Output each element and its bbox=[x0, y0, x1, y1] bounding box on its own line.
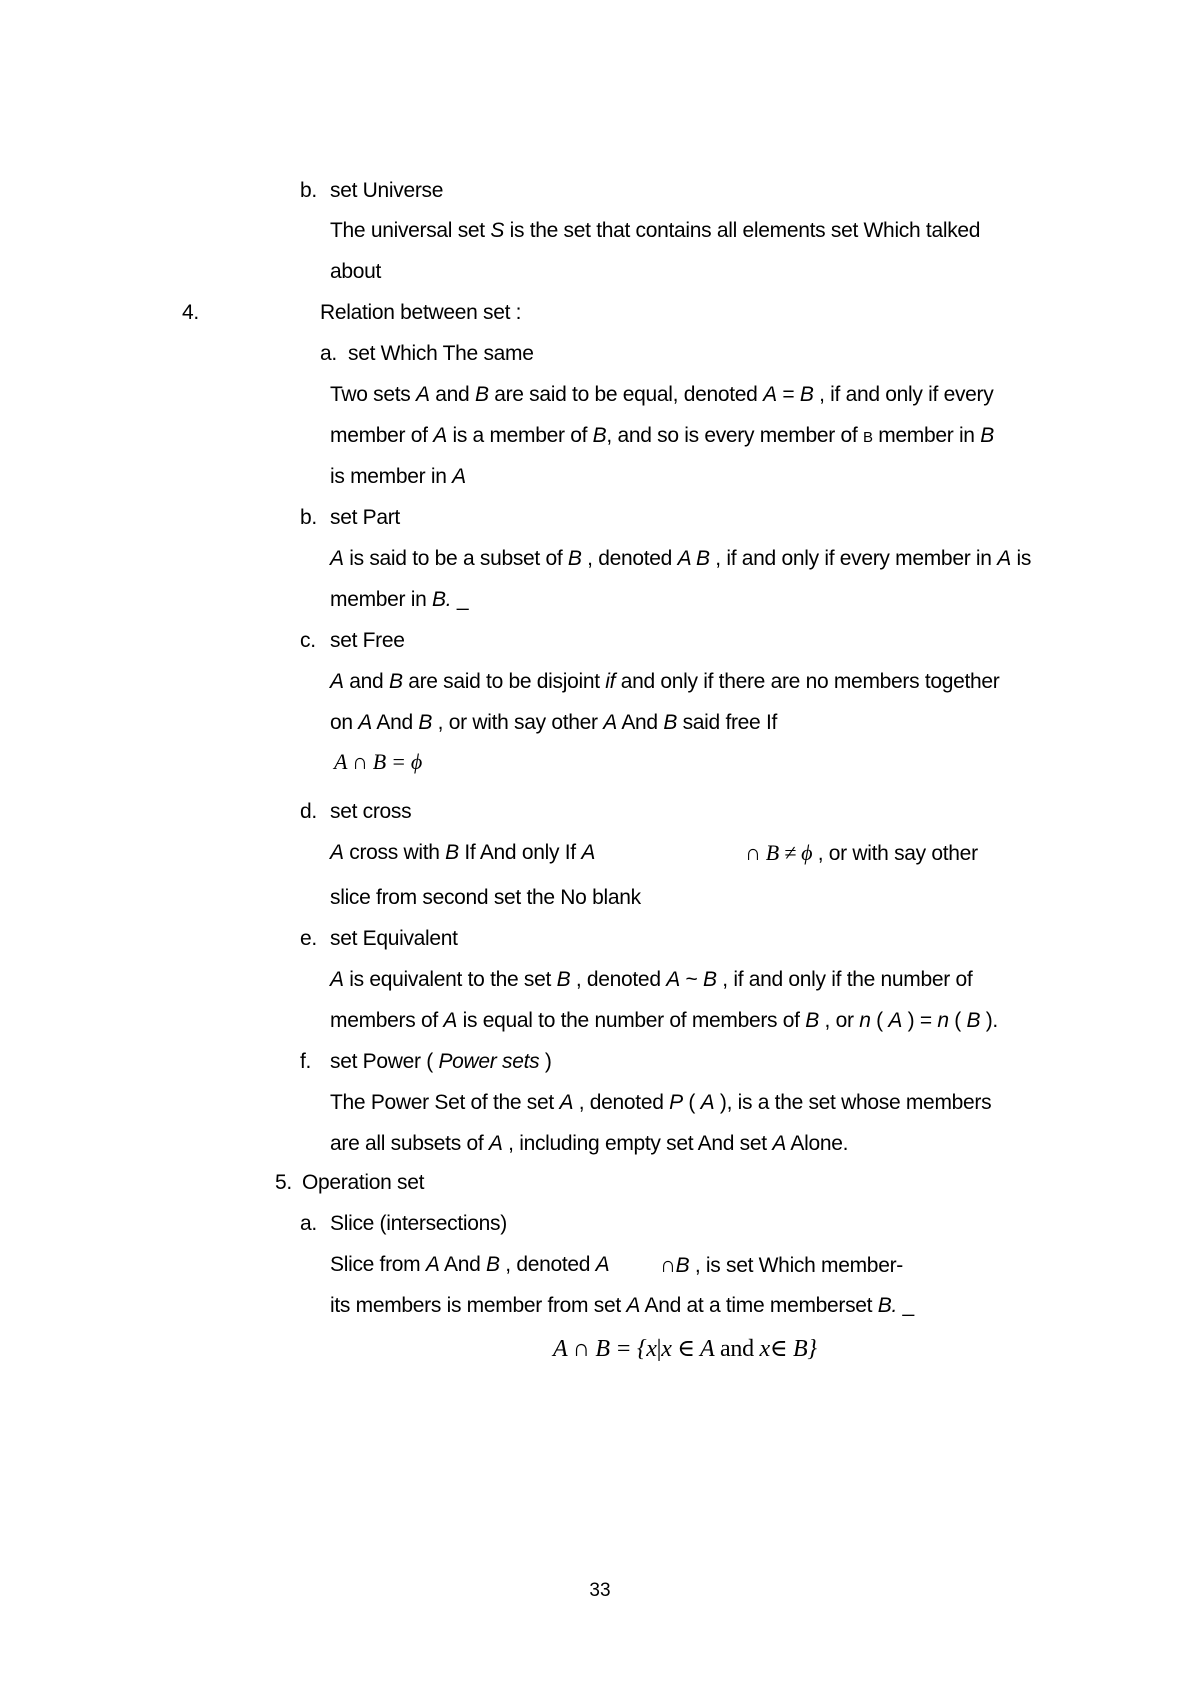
item-marker-b-part: b. bbox=[300, 506, 317, 529]
heading-set-power: set Power ( Power sets ) bbox=[330, 1050, 552, 1073]
formula-disjoint: A ∩ B = ϕ bbox=[334, 749, 422, 774]
section-number-5: 5. bbox=[275, 1171, 292, 1194]
section-title-relation: Relation between set : bbox=[320, 301, 522, 324]
item-marker-b-universe: b. bbox=[300, 179, 317, 202]
paragraph-power-line-2: are all subsets of A , including empty set And set A Alone. bbox=[330, 1132, 849, 1155]
item-marker-e-equivalent: e. bbox=[300, 927, 317, 950]
paragraph-equivalent-line-2: members of A is equal to the number of members of B , or n ( A ) = n ( B ). bbox=[330, 1009, 998, 1032]
item-marker-c-free: c. bbox=[300, 629, 316, 652]
paragraph-equivalent-line-1: A is equivalent to the set B , denoted A ~ B , if and only if the number of bbox=[330, 968, 973, 991]
heading-set-equivalent: set Equivalent bbox=[330, 927, 458, 950]
heading-set-universe: set Universe bbox=[330, 179, 444, 202]
heading-set-cross: set cross bbox=[330, 800, 412, 823]
paragraph-cross-line-1-left: A cross with B If And only If A bbox=[330, 841, 596, 864]
paragraph-free-line-1: A and B are said to be disjoint if and only if there are no members together bbox=[330, 670, 1000, 693]
item-marker-d-cross: d. bbox=[300, 800, 317, 823]
formula-intersection: A ∩ B = {x|x ∈ A and x∈ B} bbox=[553, 1336, 817, 1362]
heading-set-free: set Free bbox=[330, 629, 405, 652]
heading-set-same: set Which The same bbox=[348, 342, 534, 365]
paragraph-universe-line-1: The universal set S is the set that contains all elements set Which talked bbox=[330, 219, 981, 242]
item-marker-a-slice: a. bbox=[300, 1212, 317, 1235]
paragraph-cross-line-1-right: ∩ B ≠ ϕ , or with say other bbox=[745, 840, 978, 865]
item-marker-f-power: f. bbox=[300, 1050, 312, 1073]
section-number-4: 4. bbox=[182, 301, 199, 324]
paragraph-slice-line-1-right: ∩B , is set Which member- bbox=[660, 1252, 903, 1277]
heading-set-part: set Part bbox=[330, 506, 400, 529]
paragraph-slice-line-2: its members is member from set A And at a time memberset B. _ bbox=[330, 1294, 914, 1317]
paragraph-power-line-1: The Power Set of the set A , denoted P ( A ), is a the set whose members bbox=[330, 1091, 992, 1114]
paragraph-same-line-3: is member in A bbox=[330, 465, 466, 488]
paragraph-slice-line-1-left: Slice from A And B , denoted A bbox=[330, 1253, 610, 1276]
paragraph-same-line-1: Two sets A and B are said to be equal, denoted A = B , if and only if every bbox=[330, 383, 994, 406]
item-marker-a-same: a. bbox=[320, 342, 337, 365]
paragraph-universe-line-2: about bbox=[330, 260, 382, 283]
section-title-operation: Operation set bbox=[302, 1171, 425, 1194]
page-number: 33 bbox=[589, 1580, 611, 1601]
heading-slice: Slice (intersections) bbox=[330, 1212, 507, 1235]
paragraph-part-line-1: A is said to be a subset of B , denoted A B , if and only if every member in A is bbox=[330, 547, 1032, 570]
paragraph-same-line-2: member of A is a member of B, and so is every member of B member in B bbox=[330, 424, 994, 447]
paragraph-part-line-2: member in B. _ bbox=[330, 588, 469, 611]
paragraph-cross-line-2: slice from second set the No blank bbox=[330, 886, 641, 909]
paragraph-free-line-2: on A And B , or with say other A And B said free If bbox=[330, 711, 778, 734]
